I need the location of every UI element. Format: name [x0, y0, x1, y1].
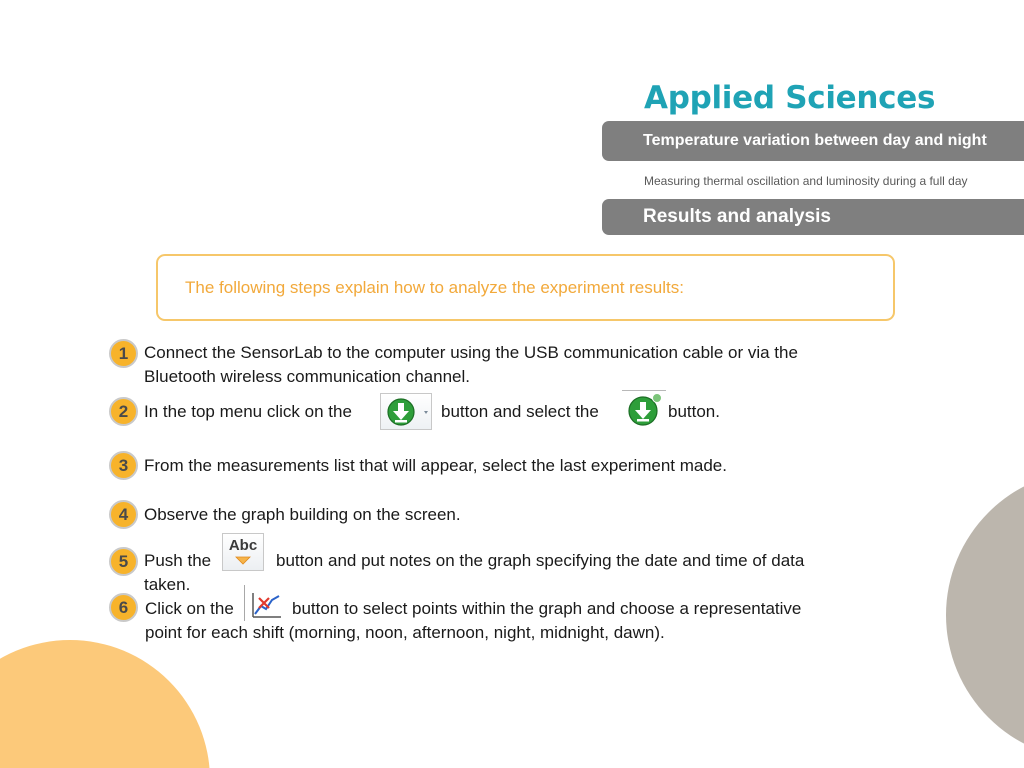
intro-text: The following steps explain how to analyze the experiment results:: [185, 277, 684, 297]
abc-arrow-icon: [235, 556, 251, 565]
step-6-part-2: button to select points within the graph and choose a representative: [292, 599, 802, 618]
step-badge-4: 4: [109, 500, 138, 529]
decorative-circle-right: [946, 470, 1024, 760]
step-badge-5: 5: [109, 547, 138, 576]
graph-select-points-icon: [248, 589, 284, 621]
brand-logo: Applied Sciences: [644, 80, 936, 116]
step-2-part-3: button.: [668, 402, 720, 421]
decorative-circle-left: [0, 640, 210, 768]
step-1-text: [144, 341, 798, 389]
step-2-part-2: button and select the: [441, 402, 599, 421]
step-badge-2: 2: [109, 397, 138, 426]
section-heading: [602, 199, 1024, 235]
step-4-text: Observe the graph building on the screen.: [144, 505, 461, 524]
experiment-subtitle: Measuring thermal oscillation and luminosity during a full day: [644, 174, 968, 188]
step-badge-1: 1: [109, 339, 138, 368]
step-5-part-1: Push the: [144, 551, 212, 570]
step-5-part-2: button and put notes on the graph specifying the date and time of data: [276, 551, 805, 570]
icon-divider: [244, 585, 245, 621]
abc-annotate-label: Abc: [228, 537, 258, 554]
abc-annotate-icon: [222, 533, 264, 571]
step-3-text: From the measurements list that will appear, select the last experiment made.: [144, 456, 727, 475]
experiment-title-text: Temperature variation between day and night: [643, 132, 987, 149]
section-heading-text: Results and analysis: [643, 206, 831, 227]
step-1-line-1: Connect the SensorLab to the computer using the USB communication cable or via the: [144, 343, 798, 362]
step-6-line-2: point for each shift (morning, noon, afternoon, night, midnight, dawn).: [145, 623, 665, 642]
step-6-part-1: Click on the: [145, 599, 234, 618]
step-5-line-2: taken.: [144, 575, 191, 594]
step-1-line-2: Bluetooth wireless communication channel.: [144, 367, 471, 386]
intro-box: [156, 254, 895, 321]
step-badge-6: 6: [109, 593, 138, 622]
download-menu-icon: [380, 393, 432, 430]
step-2-part-1: In the top menu click on the: [144, 402, 352, 421]
download-select-icon: [622, 390, 666, 428]
experiment-title: [602, 121, 1024, 161]
step-badge-3: 3: [109, 451, 138, 480]
